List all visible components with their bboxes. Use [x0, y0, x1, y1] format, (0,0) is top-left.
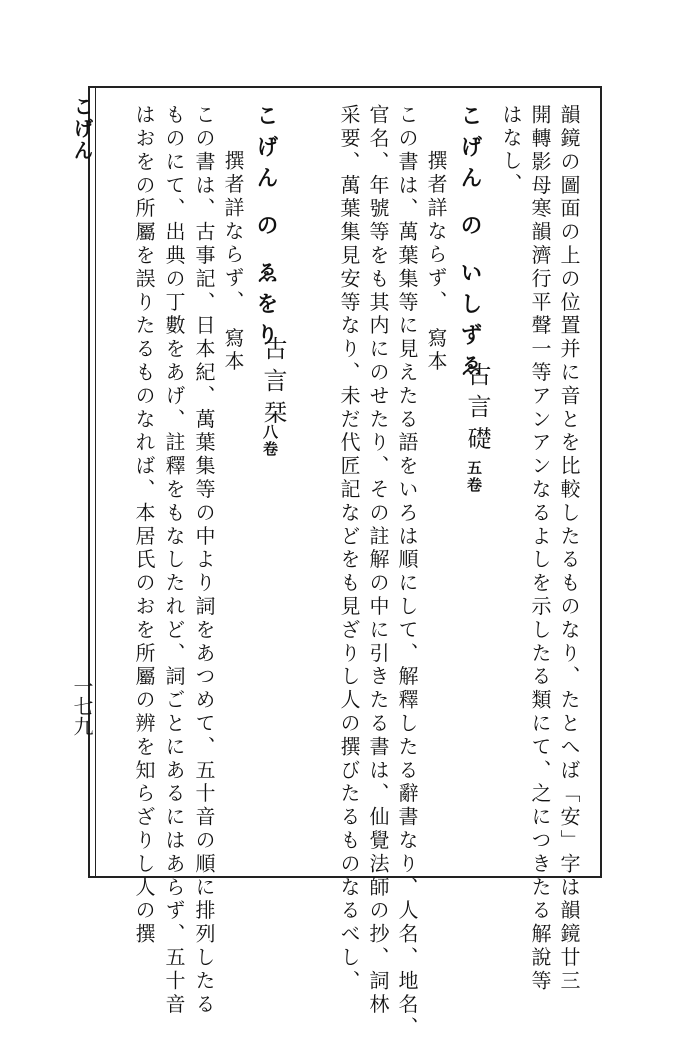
text-column: 采要、萬葉集見安等なり、未だ代匠記などをも見ざりし人の撰びたるものなるべし、: [337, 104, 361, 994]
entry-meta: 撰者詳ならず、 寫本: [221, 150, 245, 374]
text-column: この書は、古事記、日本紀、萬葉集等の中より詞をあつめて、五十音の順に排列したる: [192, 104, 216, 1017]
text-column: ものにて、出典の丁數をあげ、註釋をもなしたれど、詞ごとにあるにはあらず、五十音: [162, 104, 186, 1017]
entry-book-title: 古言栞: [259, 336, 287, 432]
entry-meta: 撰者詳ならず、 寫本: [424, 150, 448, 374]
text-column: 韻鏡の圖面の上の位置并に音とを比較したるものなり、たとへば「安」字は韻鏡廿三: [557, 104, 581, 994]
text-column: 官名、年號等をも其内にのせたり、その註解の中に引きたる書は、仙覺法師の抄、詞林: [366, 104, 390, 1017]
text-column: はなし、: [499, 104, 523, 196]
page-number: 一七九: [70, 676, 94, 736]
frame-inner-rule: [95, 86, 96, 878]
text-column: この書は、萬葉集等に見えたる語をいろは順にして、解釋したる辭書なり、人名、地名、: [395, 104, 419, 1040]
running-title: こげん: [70, 96, 94, 162]
entry-kana-title: こげん の いしずゑ: [457, 104, 483, 386]
text-column: はおをの所屬を誤りたるものなれば、本居氏のおを所屬の辨を知らざりし人の撰: [132, 104, 156, 947]
text-column: 開轉影母寒韻濟行平聲一等アンアンなるよしを示したる類にて、之につきたる解說等: [528, 104, 552, 994]
entry-book-title: 古言礎: [463, 362, 491, 458]
entry-volume-count: 八卷: [261, 424, 279, 458]
entry-kana-title: こげん の ゑをり: [253, 104, 279, 355]
entry-volume-count: 五卷: [465, 460, 483, 494]
